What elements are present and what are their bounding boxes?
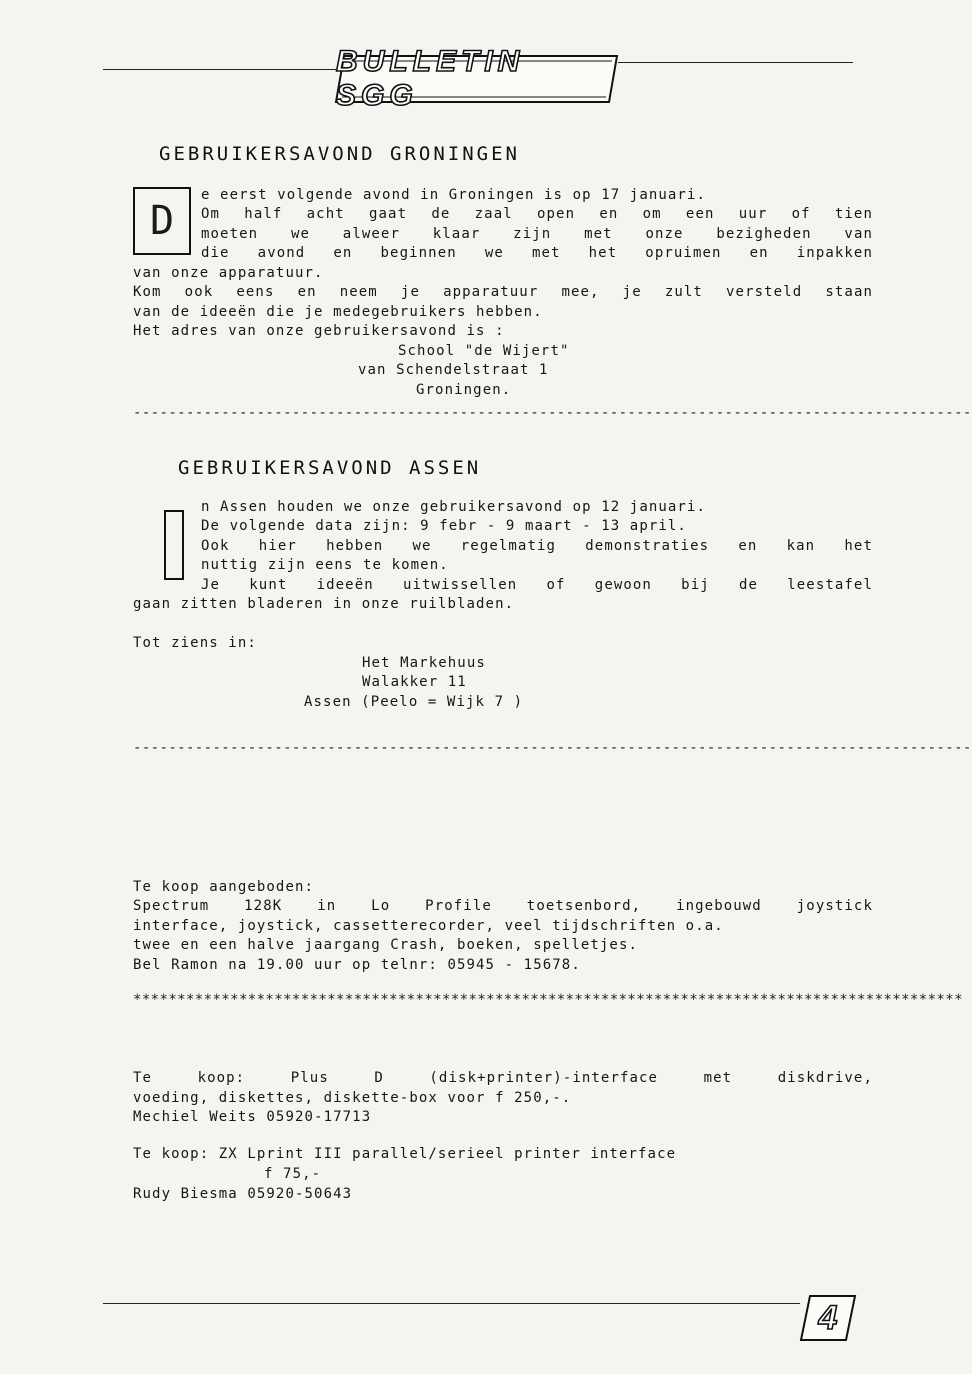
page-number: 4: [818, 1298, 838, 1337]
masthead-rule-left: [103, 69, 336, 70]
masthead-logo: [336, 45, 618, 112]
ad3-line-2: f 75,-: [264, 1166, 322, 1182]
groningen-dropcap-letter: D: [149, 198, 175, 244]
groningen-line-2: Om half acht gaat de zaal open en om een uur of tien: [201, 206, 873, 222]
groningen-address-1: School "de Wijert": [398, 343, 570, 359]
ad1-line-4: twee en een halve jaargang Crash, boeken, spelletjes.: [133, 937, 639, 953]
separator-stars: **********************************************************************************************: [133, 992, 963, 1008]
groningen-line-3: moeten we alweer klaar zijn met onze bezigheden van: [201, 226, 873, 242]
groningen-heading: GEBRUIKERSAVOND GRONINGEN: [159, 143, 520, 165]
masthead-title: BULLETIN SGG: [336, 45, 525, 112]
assen-line-5: Je kunt ideeën uitwissellen of gewoon bij de leestafel: [201, 577, 873, 593]
groningen-line-7: van de ideeën die je medegebruikers hebben.: [133, 304, 543, 320]
masthead-rule-right: [618, 62, 853, 63]
groningen-dropcap: [133, 187, 191, 255]
assen-address-3: Assen (Peelo = Wijk 7 ): [304, 694, 524, 710]
ad1-line-1: Te koop aangeboden:: [133, 879, 315, 895]
ad2-line-1: Te koop: Plus D (disk+printer)-interface met diskdrive,: [133, 1070, 873, 1086]
assen-heading: GEBRUIKERSAVOND ASSEN: [178, 457, 482, 479]
page-number-box: [800, 1294, 856, 1342]
groningen-address-2: van Schendelstraat 1: [358, 362, 549, 378]
assen-address-2: Walakker 11: [362, 674, 467, 690]
assen-greeting: Tot ziens in:: [133, 635, 257, 651]
assen-line-1: n Assen houden we onze gebruikersavond op 12 januari.: [201, 499, 707, 515]
groningen-line-1: e eerst volgende avond in Groningen is op 17 januari.: [201, 187, 707, 203]
assen-dropcap: [164, 510, 184, 580]
ad1-line-2: Spectrum 128K in Lo Profile toetsenbord, ingebouwd joystick: [133, 898, 873, 914]
ad2-line-3: Mechiel Weits 05920-17713: [133, 1109, 372, 1125]
groningen-line-5: van onze apparatuur.: [133, 265, 324, 281]
separator-dashes-2: -----------------------------------------------------------------------------------------------: [133, 740, 972, 756]
ad2-line-2: voeding, diskettes, diskette-box voor f 250,-.: [133, 1090, 572, 1106]
ad1-line-3: interface, joystick, cassetterecorder, veel tijdschriften o.a.: [133, 918, 724, 934]
groningen-line-8: Het adres van onze gebruikersavond is :: [133, 323, 505, 339]
assen-line-4: nuttig zijn eens te komen.: [201, 557, 449, 573]
ad3-line-3: Rudy Biesma 05920-50643: [133, 1186, 353, 1202]
ad1-line-5: Bel Ramon na 19.00 uur op telnr: 05945 - 15678.: [133, 957, 581, 973]
groningen-address-3: Groningen.: [416, 382, 512, 398]
separator-dashes-1: -----------------------------------------------------------------------------------------------: [133, 405, 972, 421]
ad3-line-1: Te koop: ZX Lprint III parallel/serieel printer interface: [133, 1146, 677, 1162]
assen-address-1: Het Markehuus: [362, 655, 486, 671]
footer-rule-left: [103, 1303, 800, 1304]
assen-line-3: Ook hier hebben we regelmatig demonstraties en kan het: [201, 538, 873, 554]
groningen-line-6: Kom ook eens en neem je apparatuur mee, je zult versteld staan: [133, 284, 873, 300]
assen-line-2: De volgende data zijn: 9 febr - 9 maart - 13 april.: [201, 518, 687, 534]
groningen-line-4: die avond en beginnen we met het opruimen en inpakken: [201, 245, 873, 261]
assen-line-6: gaan zitten bladeren in onze ruilbladen.: [133, 596, 515, 612]
